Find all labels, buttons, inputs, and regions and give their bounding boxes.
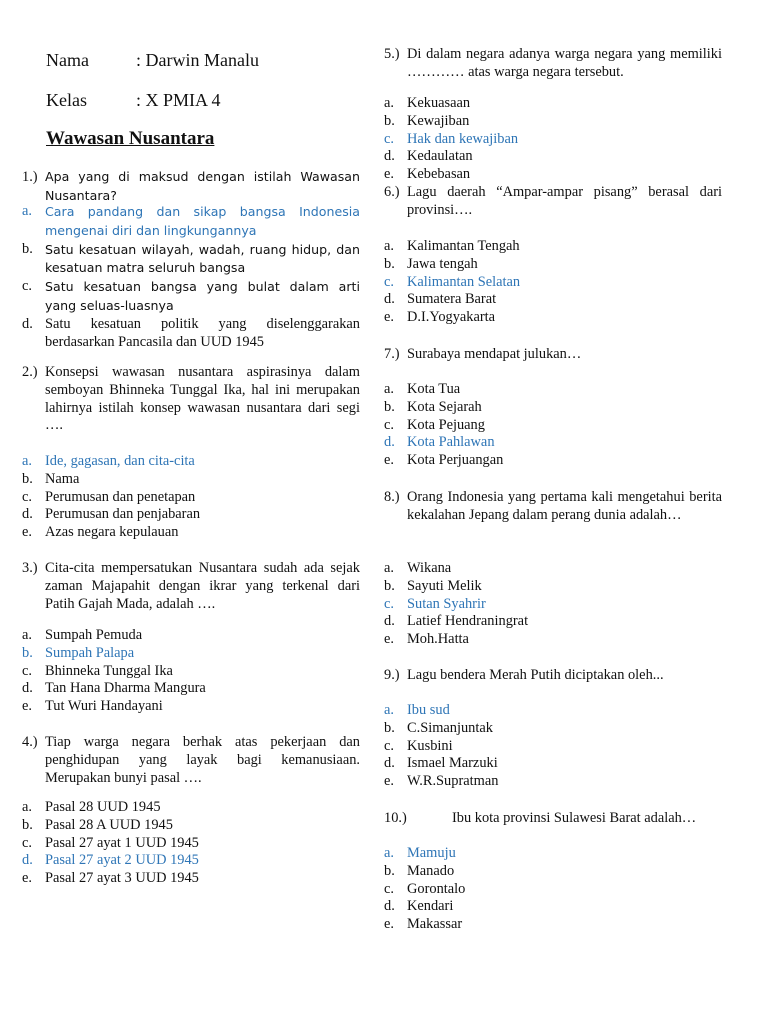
question-1-options [22,203,360,351]
question-number: 6.) [384,184,400,200]
option-10d[interactable]: d. Kendari [384,898,454,915]
option-7c[interactable]: c. Kota Pejuang [384,416,485,433]
option-6e[interactable]: e. D.I.Yogyakarta [384,309,496,326]
option-1d[interactable]: d. Satu kesatuan politik yang diselenggarakan berdasarkan Pancasila dan UUD 1945 [22,315,360,350]
option-3e[interactable]: e. Tut Wuri Handayani [22,698,163,715]
option-6b[interactable]: b. Jawa tengah [384,255,478,272]
option-4c[interactable]: c. Pasal 27 ayat 1 UUD 1945 [22,834,199,851]
option-1b[interactable]: b. Satu kesatuan wilayah, wadah, ruang hidup, dan kesatuan matra seluruh bangsa [22,240,360,276]
name-value: : Darwin Manalu [136,50,259,70]
option-10e[interactable]: e. Makassar [384,916,463,933]
option-6d[interactable]: d. Sumatera Barat [384,291,497,308]
option-9a[interactable]: a. Ibu sud [384,702,450,718]
name-row [46,50,346,70]
question-text: Orang Indonesia yang pertama kali mengetahui berita kekalahan Jepang dalam perang dunia adalah… [407,489,722,523]
option-7a[interactable]: a. Kota Tua [384,381,461,397]
question-number: 10.) [384,810,407,826]
option-4e[interactable]: e. Pasal 27 ayat 3 UUD 1945 [22,870,199,887]
question-text: Surabaya mendapat julukan… [407,346,582,362]
question-text: Di dalam negara adanya warga negara yang memiliki ………… atas warga negara tersebut. [407,46,722,80]
option-8c[interactable]: c. Sutan Syahrir [384,595,486,612]
option-2d[interactable]: d. Perumusan dan penjabaran [22,506,201,523]
question-10-options [384,845,722,934]
question-text: Apa yang di maksud dengan istilah Wawasan Nusantara? [45,169,360,203]
option-8e[interactable]: e. Moh.Hatta [384,631,469,648]
name-label: Nama [46,50,89,70]
question-5 [384,46,722,82]
option-3b[interactable]: b. Sumpah Palapa [22,644,135,661]
class-value: : X PMIA 4 [136,90,221,110]
option-1a[interactable]: a. Cara pandang dan sikap bangsa Indonesia mengenai diri dan lingkungannya [22,203,360,238]
option-2c[interactable]: c. Perumusan dan penetapan [22,488,196,505]
option-3c[interactable]: c. Bhinneka Tunggal Ika [22,662,173,679]
question-number: 3.) [22,560,38,576]
option-9c[interactable]: c. Kusbini [384,737,453,754]
option-5a[interactable]: a. Kekuasaan [384,95,471,111]
option-5e[interactable]: e. Kebebasan [384,166,471,183]
option-7b[interactable]: b. Kota Sejarah [384,398,482,415]
option-1c[interactable]: c. Satu kesatuan bangsa yang bulat dalam arti yang seluas-luasnya [22,278,360,313]
option-7e[interactable]: e. Kota Perjuangan [384,452,504,469]
option-9d[interactable]: d. Ismael Marzuki [384,755,498,772]
question-number: 4.) [22,734,38,750]
question-6 [384,184,722,220]
question-text: Lagu daerah “Ampar-ampar pisang” berasal dari provinsi…. [407,184,722,218]
option-2a[interactable]: a. Ide, gagasan, dan cita-cita [22,453,195,469]
option-8d[interactable]: d. Latief Hendraningrat [384,613,529,630]
question-number: 7.) [384,346,400,362]
class-label: Kelas [46,90,87,110]
option-6c[interactable]: c. Kalimantan Selatan [384,273,521,290]
option-5c[interactable]: c. Hak dan kewajiban [384,130,519,147]
question-4-options [22,799,360,888]
option-5b[interactable]: b. Kewajiban [384,112,470,129]
question-6-options [384,238,722,327]
question-2 [22,364,360,435]
question-number: 5.) [384,46,400,62]
option-8b[interactable]: b. Sayuti Melik [384,577,482,594]
option-7d[interactable]: d. Kota Pahlawan [384,434,495,451]
question-3-options [22,627,360,716]
option-8a[interactable]: a. Wikana [384,560,452,576]
question-number: 9.) [384,667,400,683]
option-2e[interactable]: e. Azas negara kepulauan [22,524,179,541]
question-1 [22,168,360,206]
option-6a[interactable]: a. Kalimantan Tengah [384,238,520,254]
option-4b[interactable]: b. Pasal 28 A UUD 1945 [22,816,173,833]
question-2-options [22,453,360,542]
option-2b[interactable]: b. Nama [22,470,80,487]
question-7-options [384,381,722,470]
question-text: Tiap warga negara berhak atas pekerjaan dan penghidupan yang layak bagi kemanusiaan. Merupakan bunyi pasal …. [45,734,360,786]
question-5-options [384,95,722,184]
question-8 [384,489,722,525]
option-3d[interactable]: d. Tan Hana Dharma Mangura [22,680,206,697]
option-10b[interactable]: b. Manado [384,862,455,879]
question-4 [22,734,360,787]
option-4a[interactable]: a. Pasal 28 UUD 1945 [22,799,161,815]
option-10a[interactable]: a. Mamuju [384,845,456,861]
question-number: 2.) [22,364,38,380]
option-5d[interactable]: d. Kedaulatan [384,148,473,165]
option-9e[interactable]: e. W.R.Supratman [384,773,499,790]
question-text: Konsepsi wawasan nusantara aspirasinya dalam semboyan Bhinneka Tunggal Ika, hal ini merupakan lahirnya istilah konsep wawasan nusantara dari segi …. [45,364,360,434]
page-title: Wawasan Nusantara [46,128,215,149]
question-text: Cita-cita mempersatukan Nusantara sudah ada sejak zaman Majapahit dengan ikrar yang terkenal dari Patih Gajah Mada, adalah …. [45,560,360,612]
question-text: Lagu bendera Merah Putih diciptakan oleh... [407,667,664,683]
option-10c[interactable]: c. Gorontalo [384,880,466,897]
question-9-options [384,702,722,791]
question-7 [384,346,722,364]
class-row [46,90,346,110]
question-3 [22,560,360,613]
option-3a[interactable]: a. Sumpah Pemuda [22,627,143,643]
question-text: Ibu kota provinsi Sulawesi Barat adalah… [452,810,697,826]
question-8-options [384,560,722,649]
question-9 [384,667,722,685]
question-number: 8.) [384,489,400,505]
option-9b[interactable]: b. C.Simanjuntak [384,719,493,736]
question-number: 1.) [22,169,38,185]
option-4d[interactable]: d. Pasal 27 ayat 2 UUD 1945 [22,852,199,869]
